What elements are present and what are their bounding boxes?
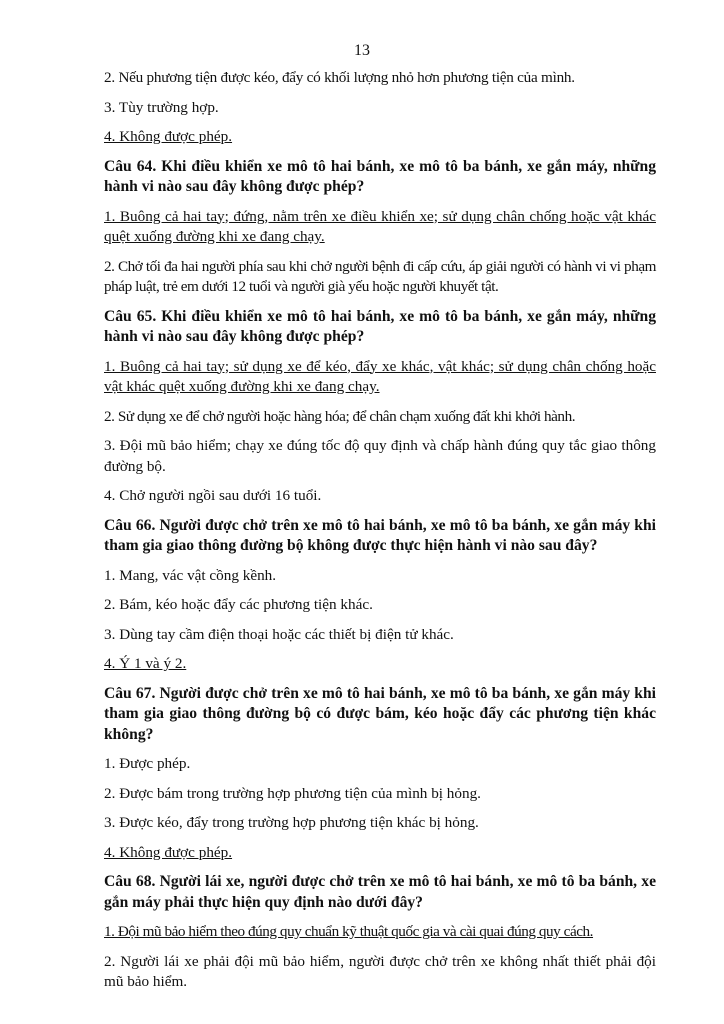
- correct-answer-option: 4. Ý 1 và ý 2.: [104, 655, 187, 672]
- answer-option: 3. Đội mũ bảo hiểm; chạy xe đúng tốc độ quy định và chấp hành đúng quy tắc giao thông đường bộ.: [104, 437, 656, 475]
- answer-option: 2. Sử dụng xe để chở người hoặc hàng hóa; để chân chạm xuống đất khi khởi hành.: [104, 407, 576, 425]
- answer-option: 2. Được bám trong trường hợp phương tiện của mình bị hỏng.: [104, 784, 481, 802]
- answer-option: 2. Nếu phương tiện được kéo, đẩy có khối lượng nhỏ hơn phương tiện của mình.: [104, 69, 575, 86]
- question-64: Câu 64. Khi điều khiển xe mô tô hai bánh, xe mô tô ba bánh, xe gắn máy, những hành vi nào sau đây không được phép?: [104, 157, 656, 195]
- question-66: Câu 66. Người được chở trên xe mô tô hai bánh, xe mô tô ba bánh, xe gắn máy khi tham gia giao thông đường bộ không được thực hiện hành vi nào sau đây?: [104, 516, 656, 554]
- correct-answer-option: 4. Không được phép.: [104, 843, 233, 861]
- answer-option: 2. Chở tối đa hai người phía sau khi chở người bệnh đi cấp cứu, áp giải người có hành vi vi phạm pháp luật, trẻ em dưới 12 tuổi và người già yếu hoặc người khuyết tật.: [104, 257, 656, 295]
- answer-option: 1. Mang, vác vật cồng kềnh.: [104, 566, 277, 584]
- question-67: Câu 67. Người được chở trên xe mô tô hai bánh, xe mô tô ba bánh, xe gắn máy khi tham gia giao thông đường bộ có được bám, kéo hoặc đẩy các phương tiện khác không?: [104, 684, 656, 743]
- correct-answer-option: 4. Không được phép.: [104, 128, 233, 145]
- page-content: [104, 68, 656, 1002]
- answer-option: 3. Dùng tay cầm điện thoại hoặc các thiết bị điện tử khác.: [104, 625, 454, 643]
- correct-answer-option: 1. Buông cả hai tay; sử dụng xe để kéo, đẩy xe khác, vật khác; sử dụng chân chống hoặc vật khác quệt xuống đường khi xe đang chạy.: [104, 357, 656, 395]
- question-65: Câu 65. Khi điều khiển xe mô tô hai bánh, xe mô tô ba bánh, xe gắn máy, những hành vi nào sau đây không được phép?: [104, 307, 656, 345]
- correct-answer-option: 1. Buông cả hai tay; đứng, nằm trên xe điều khiển xe; sử dụng chân chống hoặc vật khác quệt xuống đường khi xe đang chạy.: [104, 207, 656, 245]
- answer-option: 1. Được phép.: [104, 755, 191, 772]
- answer-option: 3. Được kéo, đẩy trong trường hợp phương tiện khác bị hỏng.: [104, 814, 479, 831]
- page-number: 13: [354, 42, 370, 59]
- answer-option: 2. Người lái xe phải đội mũ bảo hiểm, người được chở trên xe không nhất thiết phải đội mũ bảo hiểm.: [104, 952, 656, 990]
- correct-answer-option: 1. Đội mũ bảo hiểm theo đúng quy chuẩn kỹ thuật quốc gia và cài quai đúng quy cách.: [104, 923, 594, 940]
- answer-option: 3. Tùy trường hợp.: [104, 98, 219, 116]
- answer-option: 2. Bám, kéo hoặc đẩy các phương tiện khác.: [104, 596, 373, 613]
- question-68: Câu 68. Người lái xe, người được chở trên xe mô tô hai bánh, xe mô tô ba bánh, xe gắn máy phải thực hiện quy định nào dưới đây?: [104, 873, 656, 911]
- answer-option: 4. Chở người ngồi sau dưới 16 tuổi.: [104, 487, 322, 504]
